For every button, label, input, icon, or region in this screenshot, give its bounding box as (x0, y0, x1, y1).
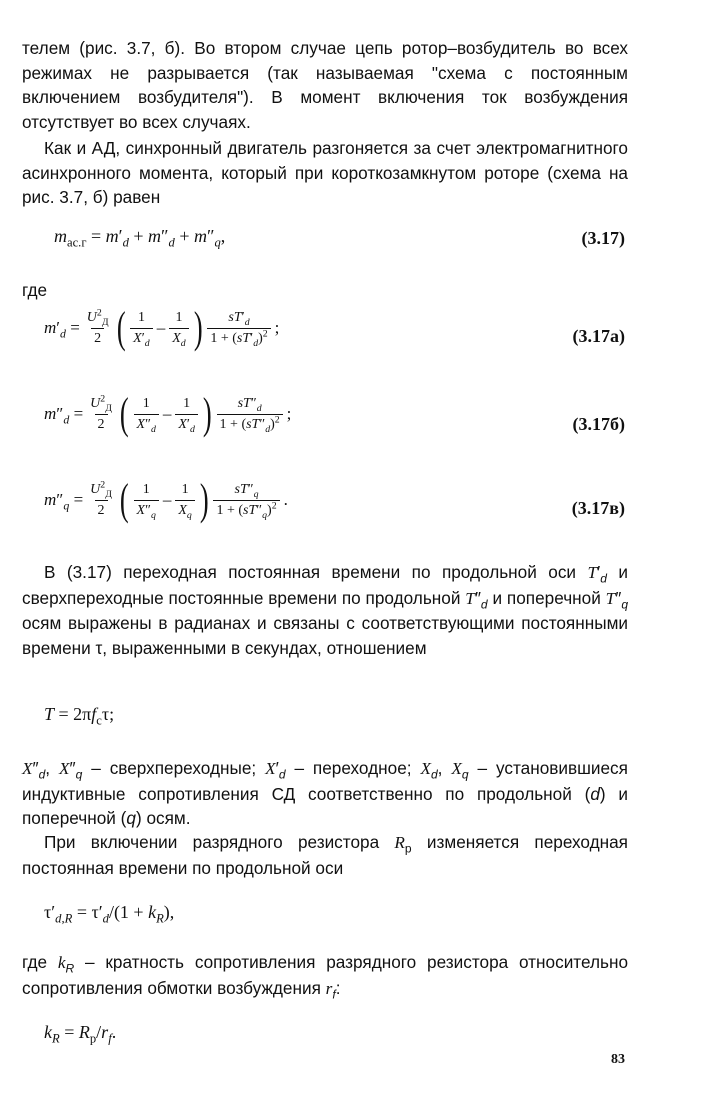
paragraph-4: $X''_d$, $X''_q$ – сверхпереходные; $X'_d$ – переходное; $X_d$, $X_q$ – установившиеся индуктивные сопротивления СД соответственно по продольной (d) и поперечной (q) осям. (22, 758, 628, 828)
paragraph-5: При включении разрядного резистора $R_р$ изменяется переходная постоянная времени по продольной оси (22, 832, 628, 878)
equation-k: $k_R = R_р/r_f$. (44, 1022, 117, 1046)
equation-number-3-17a: (3.17а) (572, 326, 625, 346)
paragraph-2 (22, 136, 628, 210)
paragraph-6: где $k_R$ – кратность сопротивления разрядного резистора относительно сопротивления обмотки возбуждения $r_f$: (22, 952, 628, 1001)
equation-3-17v: $m''_q$ = $\frac{U^2_Д}{2}$ ( $\frac{1}{X''_q}$ – $\frac{1}{X_q}$ ) $\frac{sT''_q}{1 + (sT''_q)^2}$ . (44, 475, 288, 524)
equation-3-17a: $m'_d$ = $\frac{U^2_Д}{2}$ ( $\frac{1}{X'_d}$ – $\frac{1}{X_d}$ ) $\frac{sT'_d}{1 + (sT'_d)^2}$ ; (44, 303, 280, 352)
equation-T: $T = 2\pi f_c\tau$; (44, 704, 115, 728)
paragraph-1 (22, 36, 628, 134)
equation-3-17b: $m''_d$ = $\frac{U^2_Д}{2}$ ( $\frac{1}{X''_d}$ – $\frac{1}{X'_d}$ ) $\frac{sT''_d}{1 + (sT''_d)^2}$ ; (44, 389, 292, 438)
page-number: 83 (611, 1052, 625, 1067)
equation-number-3-17b: (3.17б) (572, 414, 625, 434)
paragraph-2-text: Как и АД, синхронный двигатель разгоняется за счет электромагнитного асинхронного момента, который при короткозамкнутом роторе (схема на рис. 3.7, б) равен (22, 138, 628, 207)
equation-tau: $\tau'_{d,R} = \tau'_d/(1 + k_R)$, (44, 902, 175, 926)
where-text: где (22, 280, 48, 300)
paragraph-1-text: телем (рис. 3.7, б). Во втором случае цепь ротор–возбудитель во всех режимах не разрывается (так называемая "схема с постоянным включением возбудителя"). В момент включения ток возбуждения отсутствует во всех случаях. (22, 38, 628, 132)
where-label (22, 278, 628, 303)
equation-number-3-17v: (3.17в) (571, 498, 625, 518)
equation-number-3-17: (3.17) (581, 228, 625, 248)
equation-3-17: $m_{ас.г} = m'_d + m''_d + m''_q$, (54, 226, 226, 250)
paragraph-3: В (3.17) переходная постоянная времени по продольной оси $T'_d$ и сверхпереходные постоянные времени по продольной $T''_d$ и поперечной $T''_q$ осям выражены в радианах и связаны с соответствующими постоянными времени τ, выраженными в секундах, отношением (22, 562, 629, 658)
